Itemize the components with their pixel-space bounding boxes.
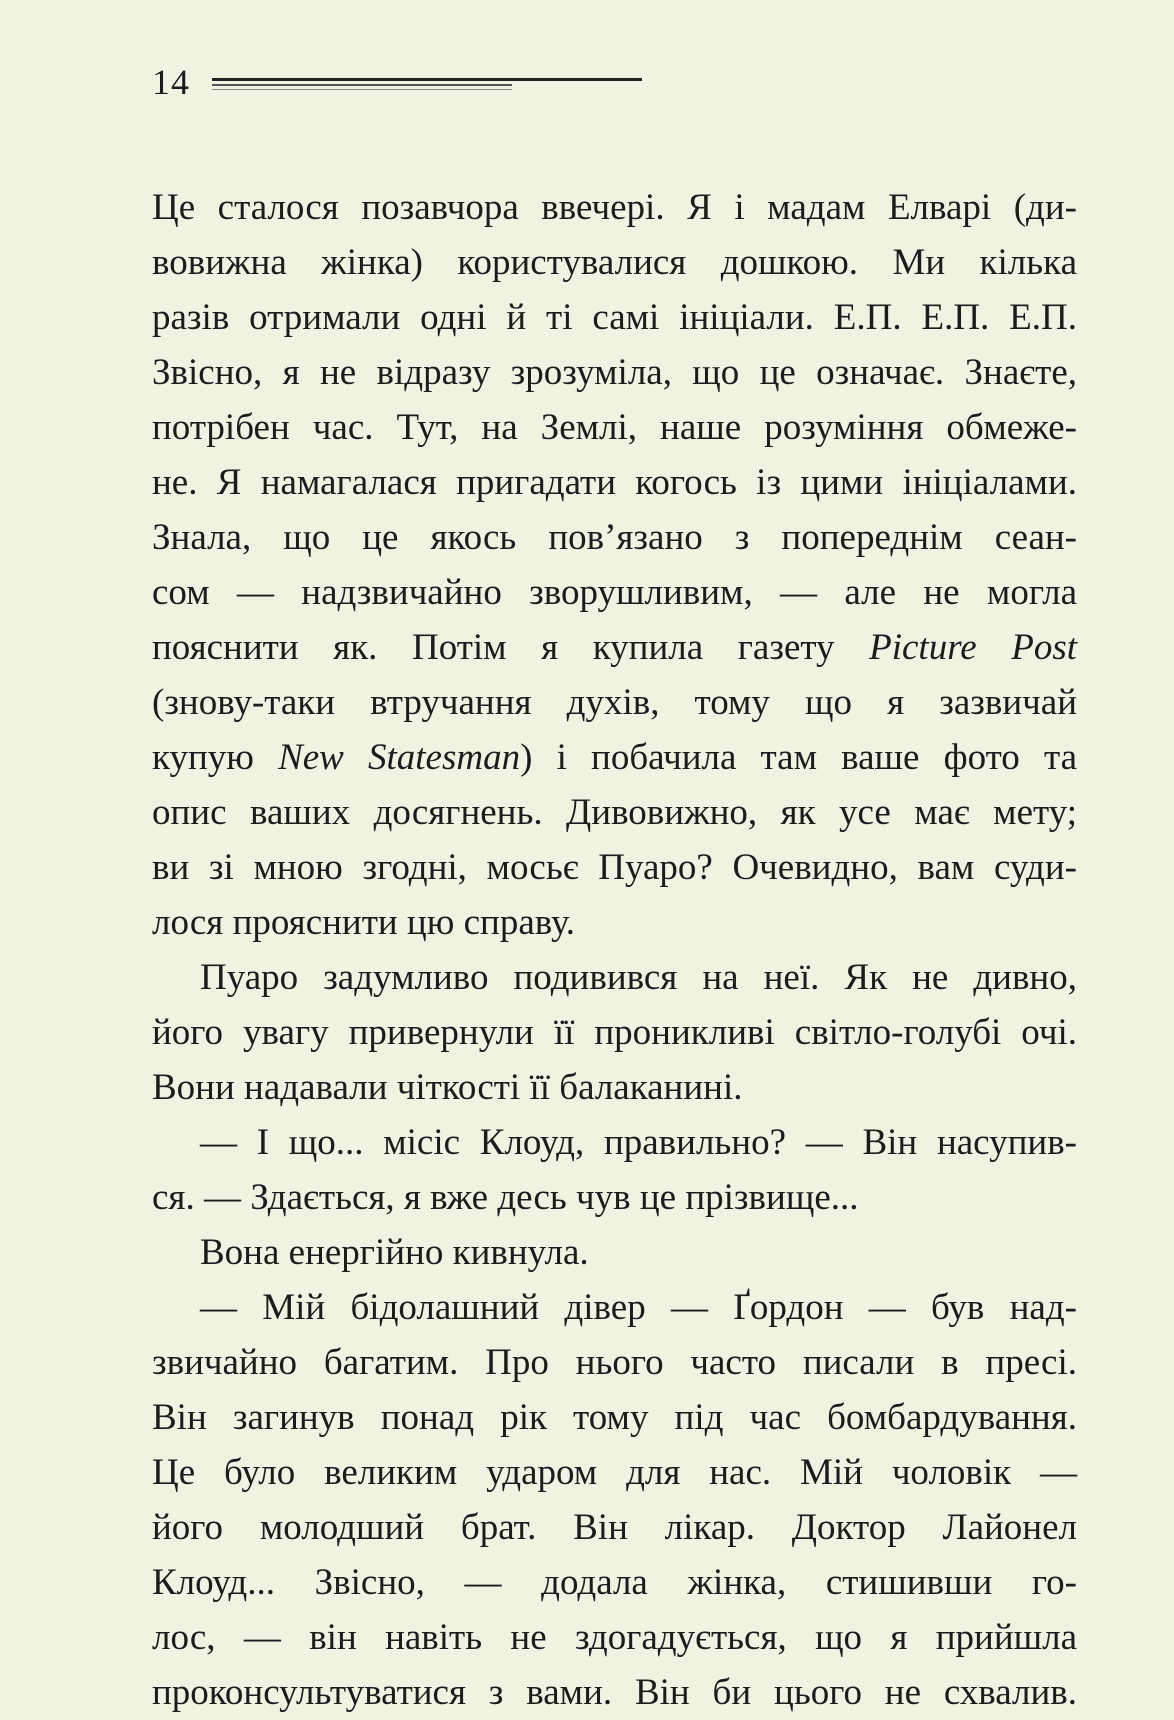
- text-line: Звісно, я не відразу зрозуміла, що це означає. Знаєте,: [152, 352, 1077, 393]
- text-line: вовижна жінка) користувалися дошкою. Ми кілька: [152, 242, 1077, 283]
- text-line: його молодший брат. Він лікар. Доктор Лайонел: [152, 1507, 1077, 1548]
- text-line: разів отримали одні й ті самі ініціали. Е.П. Е.П. Е.П.: [152, 297, 1077, 338]
- text-line: купую New Statesman) і побачила там ваше фото та: [152, 737, 1077, 778]
- italic-title: Picture Post: [869, 627, 1078, 668]
- text-line: — Мій бідолашний дівер — Ґордон — був над-: [200, 1287, 1077, 1328]
- text-line: Він загинув понад рік тому під час бомбардування.: [152, 1397, 1077, 1438]
- text-line: потрібен час. Тут, на Землі, наше розуміння обмеже-: [152, 407, 1077, 448]
- header-rule: [212, 78, 642, 90]
- page-header: [152, 62, 642, 102]
- text-line: Це сталося позавчора ввечері. Я і мадам Елварі (ди-: [152, 187, 1077, 228]
- text-line: Це було великим ударом для нас. Мій чоловік —: [152, 1452, 1077, 1493]
- text-line: Клоуд... Звісно, — додала жінка, стишивши го-: [152, 1562, 1077, 1603]
- italic-title: New Statesman: [278, 737, 521, 778]
- text-line: Вони надавали чіткості її балаканині.: [152, 1067, 743, 1108]
- text-line: сом — надзвичайно зворушливим, — але не могла: [152, 572, 1077, 613]
- text-line: лося прояснити цю справу.: [152, 902, 576, 943]
- text-line: його увагу привернули її проникливі світло-голубі очі.: [152, 1012, 1077, 1053]
- header-rule-line: [212, 78, 642, 81]
- text-line: Вона енергійно кивнула.: [200, 1232, 589, 1273]
- text-line: не. Я намагалася пригадати когось із цими ініціалами.: [152, 462, 1077, 503]
- body-text: [152, 180, 1077, 1720]
- text-line: Знала, що це якось пов’язано з попереднім сеан-: [152, 517, 1077, 558]
- text-line: — І що... місіс Клоуд, правильно? — Він насупив-: [200, 1122, 1077, 1163]
- text-line: проконсультуватися з вами. Він би цього не схвалив.: [152, 1672, 1077, 1713]
- page-number: 14: [152, 62, 190, 102]
- header-rule-line: [212, 89, 512, 90]
- text-line: ся. — Здається, я вже десь чув це прізвище...: [152, 1177, 859, 1218]
- header-rule-line: [212, 84, 512, 86]
- text-line: опис ваших досягнень. Дивовижно, як усе має мету;: [152, 792, 1077, 833]
- text-line: (знову-таки втручання духів, тому що я зазвичай: [152, 682, 1077, 723]
- text-line: лос, — він навіть не здогадується, що я прийшла: [152, 1617, 1077, 1658]
- text-line: звичайно багатим. Про нього часто писали в пресі.: [152, 1342, 1077, 1383]
- text-line: ви зі мною згодні, мосьє Пуаро? Очевидно, вам суди-: [152, 847, 1077, 888]
- text-line: пояснити як. Потім я купила газету Picture Post: [152, 627, 1078, 668]
- text-line: Пуаро задумливо подивився на неї. Як не дивно,: [200, 957, 1077, 998]
